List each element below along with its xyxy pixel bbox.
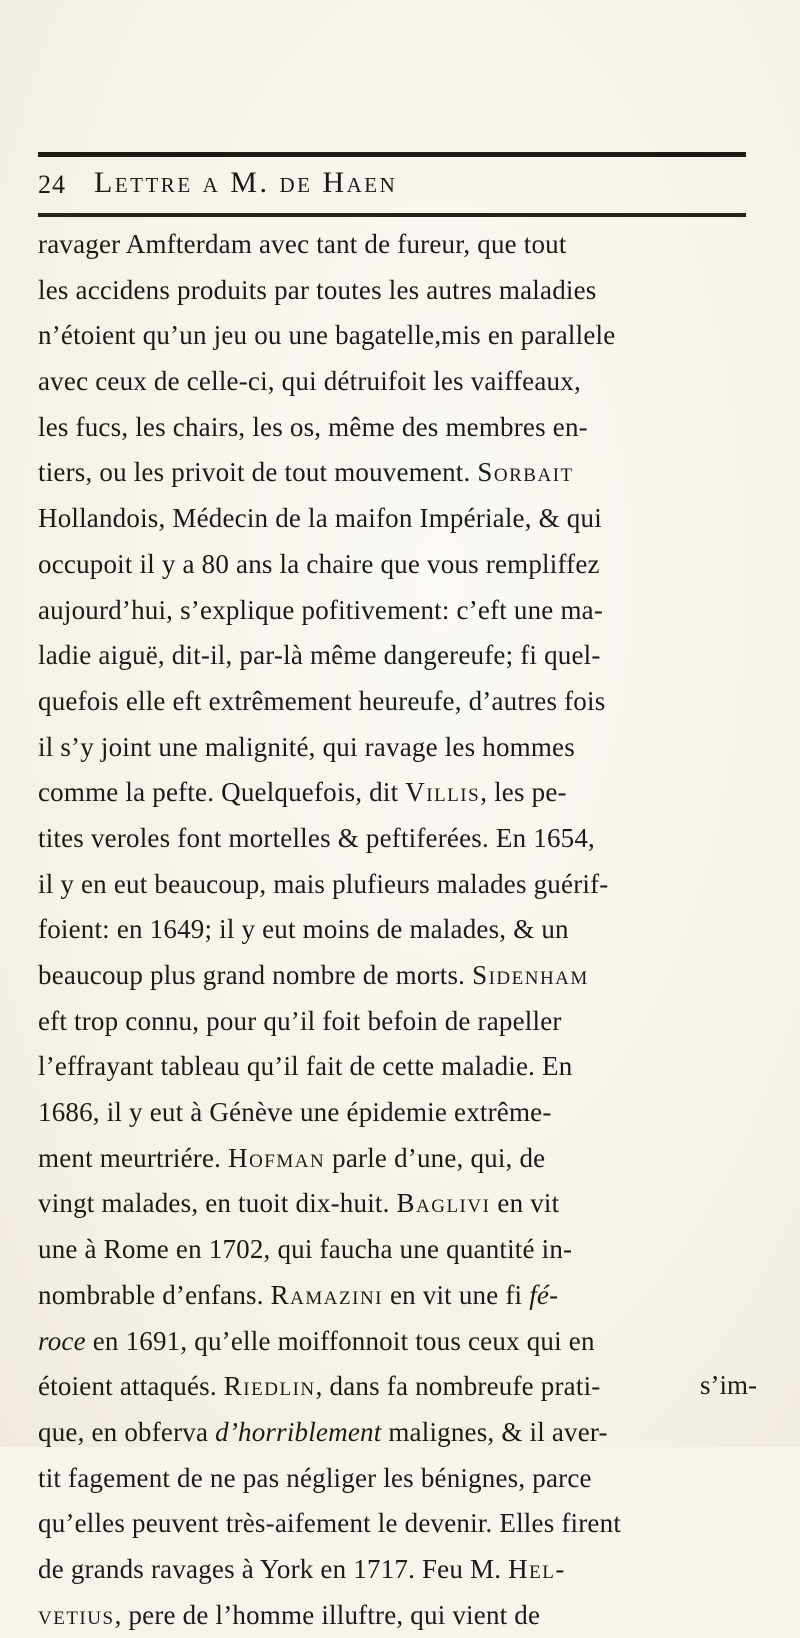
text-segment: en vit	[490, 1188, 560, 1219]
text-line	[38, 862, 758, 908]
text-segment: il s’y joint une malignité, qui ravage les hommes	[38, 731, 575, 762]
text-segment: vingt malades, en tuoit dix-huit.	[38, 1188, 397, 1219]
text-line	[38, 1364, 758, 1410]
header-top-rule	[38, 152, 746, 157]
text-segment: foient: en 1649; il y eut moins de malades, & un	[38, 914, 569, 945]
text-line	[38, 588, 758, 634]
text-line	[38, 222, 758, 268]
small-caps-name: vetius	[38, 1599, 115, 1630]
italic-text: d’horriblement	[215, 1416, 382, 1447]
small-caps-name: Sidenham	[472, 960, 589, 990]
text-segment: , les pe-	[480, 777, 567, 808]
text-segment: tites veroles font mortelles & peftiferées. En 1654,	[38, 822, 595, 853]
text-segment: en vit une fi	[383, 1279, 530, 1310]
text-segment: une à Rome en 1702, qui faucha une quantité in-	[38, 1234, 573, 1265]
running-title: Lettre a M. de Haen	[94, 166, 398, 199]
small-caps-name: Hel-	[508, 1553, 566, 1584]
text-segment: 1686, il y eut à Génève une épidemie extrême-	[38, 1097, 552, 1128]
italic-text: fé-	[529, 1279, 559, 1310]
text-segment: n’étoient qu’un jeu ou une bagatelle,mis en parallele	[38, 320, 616, 351]
text-line	[38, 1044, 758, 1090]
text-segment: l’effrayant tableau qu’il fait de cette maladie. En	[38, 1051, 573, 1082]
text-segment: tiers, ou les privoit de tout mouvement.	[38, 457, 478, 488]
text-segment: ladie aiguë, dit-il, par-là même dangereufe; fi quel-	[38, 640, 601, 671]
text-line	[38, 953, 758, 999]
text-segment: tit fagement de ne pas négliger les bénignes, parce	[38, 1462, 592, 1493]
text-line	[38, 496, 758, 542]
text-line	[38, 633, 758, 679]
catchword: s’im-	[700, 1370, 757, 1400]
small-caps-name: Riedlin	[223, 1371, 316, 1402]
text-line	[38, 679, 758, 725]
text-segment: de grands ravages à York en 1717. Feu M.	[38, 1553, 509, 1584]
small-caps-name: Hofman	[228, 1142, 326, 1173]
text-line	[38, 1227, 758, 1273]
body-text	[38, 222, 758, 1638]
text-segment: nombrable d’enfans.	[38, 1279, 271, 1310]
text-segment: Hollandois, Médecin de la maifon Impériale, & qui	[38, 503, 602, 534]
text-line	[38, 268, 758, 314]
text-segment: , pere de l’homme illuftre, qui vient de	[114, 1599, 541, 1630]
text-line	[38, 1501, 758, 1547]
running-header	[38, 168, 746, 214]
small-caps-name: Sorbait	[477, 457, 574, 488]
text-segment: avec ceux de celle-ci, qui détruifoit les vaiffeaux,	[38, 366, 581, 397]
text-line	[38, 725, 758, 771]
text-segment: eft trop connu, pour qu’il foit befoin de rapeller	[38, 1005, 562, 1036]
text-segment: que, en obferva	[38, 1416, 216, 1447]
text-segment: ment meurtriére.	[38, 1142, 229, 1173]
text-segment: qu’elles peuvent très-aifement le devenir. Elles firent	[38, 1508, 622, 1539]
text-segment: aujourd’hui, s’explique pofitivement: c’eft une ma-	[38, 594, 604, 625]
text-line	[38, 359, 758, 405]
italic-text: roce	[38, 1325, 86, 1356]
text-line	[38, 999, 758, 1045]
text-segment: parle d’une, qui, de	[325, 1142, 546, 1173]
text-line	[38, 1410, 758, 1456]
text-segment: en 1691, qu’elle moiffonnoit tous ceux qui en	[85, 1325, 595, 1356]
text-line	[38, 450, 758, 496]
text-segment: , dans fa nombreufe prati-	[315, 1371, 601, 1402]
text-line	[38, 542, 758, 588]
text-line	[38, 1273, 758, 1319]
header-bottom-rule	[38, 213, 746, 217]
page-number: 24	[38, 170, 66, 199]
text-line	[38, 816, 758, 862]
text-line	[38, 1319, 758, 1365]
text-segment: occupoit il y a 80 ans la chaire que vous rempliffez	[38, 548, 600, 579]
text-line	[38, 1547, 758, 1593]
small-caps-name: Baglivi	[396, 1188, 491, 1219]
text-line	[38, 1593, 758, 1638]
text-segment: ravager Amfterdam avec tant de fureur, que tout	[38, 229, 567, 259]
small-caps-name: Villis	[405, 777, 481, 808]
text-segment: les fucs, les chairs, les os, même des membres en-	[38, 411, 588, 442]
text-line	[38, 1136, 758, 1182]
text-line	[38, 770, 758, 816]
text-line	[38, 1181, 758, 1227]
text-segment: quefois elle eft extrêmement heureufe, d’autres fois	[38, 685, 606, 716]
small-caps-name: Ramazini	[270, 1279, 383, 1310]
text-line	[38, 313, 758, 359]
text-segment: il y en eut beaucoup, mais plufieurs malades guérif-	[38, 868, 609, 899]
text-line	[38, 405, 758, 451]
text-segment: beaucoup plus grand nombre de morts.	[38, 960, 473, 990]
text-line	[38, 1090, 758, 1136]
text-segment: comme la pefte. Quelquefois, dit	[38, 777, 406, 808]
text-line	[38, 1456, 758, 1502]
text-segment: les accidens produits par toutes les autres maladies	[38, 274, 597, 305]
text-segment: malignes, & il aver-	[381, 1416, 608, 1447]
text-segment: étoient attaqués.	[38, 1371, 224, 1402]
text-line	[38, 907, 758, 953]
